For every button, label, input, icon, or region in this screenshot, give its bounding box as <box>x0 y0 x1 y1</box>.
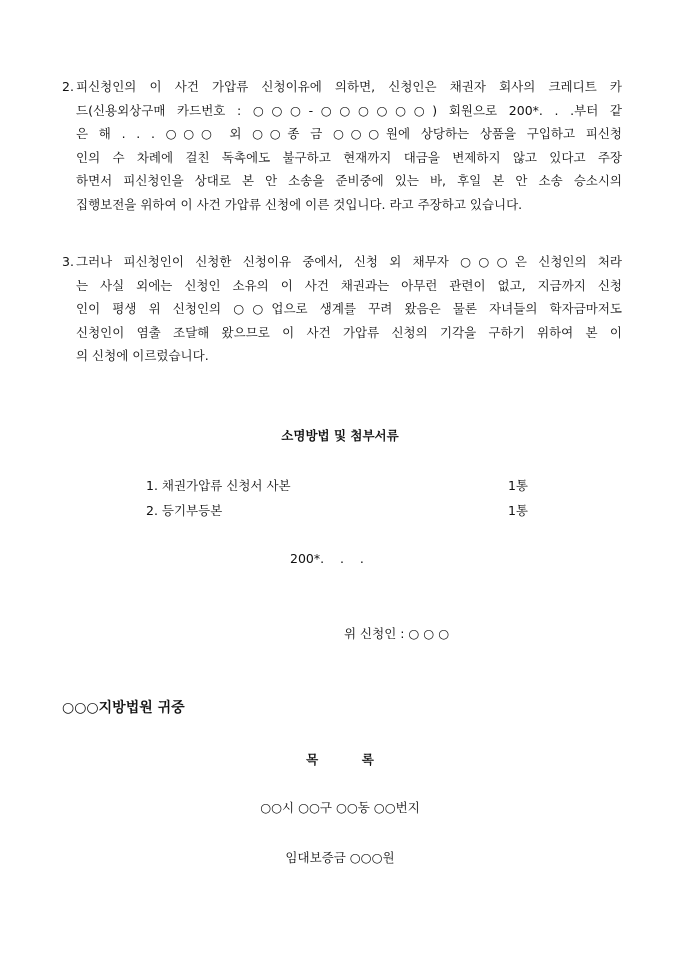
paragraph-line: 피신청인의 이 사건 가압류 신청이유에 의하면, 신청인은 채권자 회사의 크레디트 카 <box>76 79 622 94</box>
paragraph-line: 는 사실 외에는 신청인 소유의 이 사건 채권과는 아무런 관련이 없고, 지금까지 신청 <box>76 277 622 293</box>
property-address: ○○시 ○○구 ○○동 ○○번지 <box>260 800 420 815</box>
applicant-signature: 위 신청인 : ○ ○ ○ <box>344 626 450 641</box>
evidence-item <box>146 476 528 496</box>
paragraph-line: 신청인이 염출 조달해 왔으므로 이 사건 가압류 신청의 기각을 구하기 위하여 본 이 <box>76 324 622 340</box>
evidence-item-label: 2. 등기부등본 <box>146 503 223 518</box>
evidence-item <box>146 501 528 521</box>
list-title: 목 록 <box>306 752 374 767</box>
court-addressee: ○○○지방법원 귀중 <box>62 700 185 716</box>
paragraph-2 <box>62 75 622 216</box>
evidence-item-label: 1. 채권가압류 신청서 사본 <box>146 478 291 493</box>
paragraph-line: 인의 수 차례에 걸친 독촉에도 불구하고 현재까지 대금을 변제하지 않고 있다고 주장 <box>76 149 622 165</box>
paragraph-number: 3. <box>62 254 74 269</box>
paragraph-line: 인이 평생 위 신청인의 ○○업으로 생계를 꾸려 왔음은 물론 자녀들의 학자금마저도 <box>76 301 622 316</box>
paragraph-line: 그러나 피신청인이 신청한 신청이유 중에서, 신청 외 채무자 ○○○은 신청인의 처라 <box>76 254 622 269</box>
paragraph-line: 은 해 . . . ○○○ 외 ○○종 금 ○○○원에 상당하는 상품을 구입하고 피신청 <box>76 126 622 141</box>
evidence-item-qty: 1통 <box>507 503 528 518</box>
paragraph-line: 의 신청에 이르렀습니다. <box>76 348 209 363</box>
paragraph-line: 집행보전을 위하여 이 사건 가압류 신청에 이른 것입니다. 라고 주장하고 있습니다. <box>76 196 523 212</box>
evidence-title: 소명방법 및 첨부서류 <box>281 428 399 443</box>
evidence-item-qty: 1통 <box>507 478 528 493</box>
deposit-amount: 임대보증금 ○○○원 <box>285 850 395 865</box>
document-date: 200*. . . <box>290 551 364 566</box>
paragraph-line: 드(신용외상구매 카드번호 : ○○○-○○○○○○) 회원으로 200*. . .부터 같 <box>76 102 622 118</box>
paragraph-line: 하면서 피신청인을 상대로 본 안 소송을 준비중에 있는 바, 후일 본 안 소송 승소시의 <box>76 173 622 188</box>
paragraph-number: 2. <box>62 79 74 94</box>
paragraph-3 <box>62 250 622 368</box>
